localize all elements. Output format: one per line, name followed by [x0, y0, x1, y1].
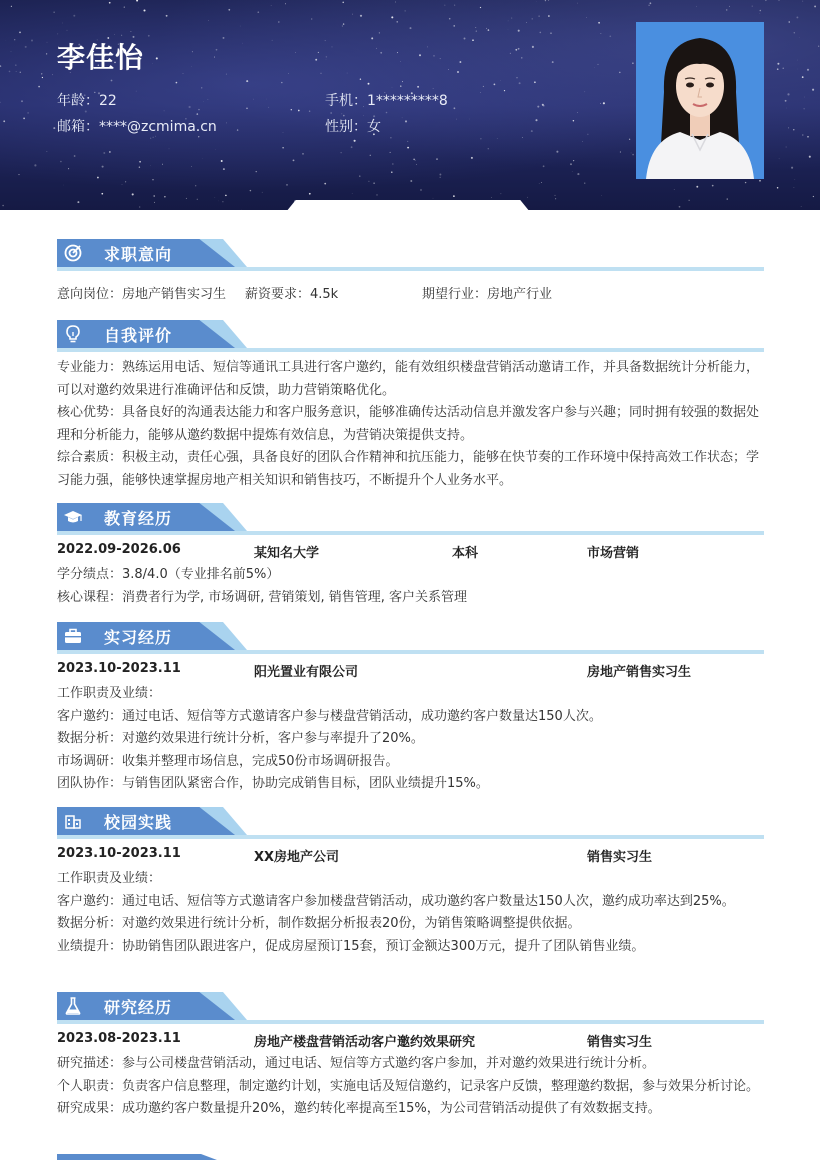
internship-period: 2023.10-2023.11: [57, 661, 181, 676]
section-header-internship: [57, 622, 764, 654]
major: 市场营销: [587, 546, 640, 561]
section-header-campus: [57, 807, 764, 839]
section-title: 实习经历: [104, 628, 173, 647]
section-title: 自我评价: [104, 326, 173, 345]
section-title: 校园实践: [104, 813, 173, 832]
lightbulb-icon: [63, 324, 83, 344]
company-name: 阳光置业有限公司: [254, 665, 359, 680]
internship-line: 客户邀约：通过电话、短信等方式邀请客户参与楼盘营销活动，成功邀约客户数量达150人次。: [57, 708, 602, 724]
flask-icon: [63, 996, 83, 1016]
self-eval-item: 专业能力：熟练运用电话、短信等通讯工具进行客户邀约，能有效组织楼盘营销活动邀请工作，并具备数据统计分析能力，可以对邀约效果进行准确评估和反馈，助力营销策略优化。: [57, 360, 760, 398]
section-divider: [57, 348, 764, 352]
intended-position: 意向岗位：房地产销售实习生: [57, 287, 227, 302]
section-header-research: [57, 992, 764, 1024]
research-line: 研究描述：参与公司楼盘营销活动，通过电话、短信等方式邀约客户参加，并对邀约效果进行统计分析。: [57, 1056, 656, 1071]
phone-field: 手机：1*********8: [325, 93, 448, 109]
internship-line: 数据分析：对邀约效果进行统计分析，客户参与率提升了20%。: [57, 731, 424, 746]
education-line: 核心课程：消费者行为学, 市场调研, 营销策划, 销售管理, 客户关系管理: [57, 589, 468, 605]
section-title: 研究经历: [104, 998, 173, 1017]
section-header-self-eval: [57, 320, 764, 352]
campus-details: [57, 868, 767, 958]
research-period: 2023.08-2023.11: [57, 1031, 181, 1046]
campus-period: 2023.10-2023.11: [57, 846, 181, 861]
graduation-cap-icon: [63, 507, 83, 527]
internship-line: 团队协作：与销售团队紧密合作，协助完成销售目标，团队业绩提升15%。: [57, 776, 489, 791]
campus-line: 客户邀约：通过电话、短信等方式邀请客户参加楼盘营销活动，成功邀约客户数量达150人次，邀约成功率达到25%。: [57, 893, 735, 909]
self-eval-item: 综合素质：积极主动，责任心强，具备良好的团队合作精神和抗压能力，能够在快节奏的工作环境中保持高效工作状态；学习能力强，能够快速掌握房地产相关知识和销售技巧，不断提升个人业务水平。: [57, 450, 760, 488]
email-field: 邮箱：****@zcmima.cn: [57, 119, 217, 135]
internship-line: 工作职责及业绩：: [57, 686, 162, 701]
campus-line: 工作职责及业绩：: [57, 871, 162, 886]
internship-details: [57, 683, 767, 796]
profile-photo: [636, 22, 764, 179]
section-header-job-intent: [57, 239, 764, 271]
target-icon: [63, 243, 83, 263]
section-divider: [57, 650, 764, 654]
section-title: 教育经历: [104, 509, 173, 528]
section-divider: [57, 835, 764, 839]
salary-expectation: 薪资要求：4.5k: [245, 287, 339, 302]
briefcase-icon: [63, 626, 83, 646]
internship-line: 市场调研：收集并整理市场信息，完成50份市场调研报告。: [57, 753, 399, 769]
section-tab-partial: [57, 1154, 217, 1160]
education-header-row: [57, 542, 764, 564]
section-header-education: [57, 503, 764, 535]
gender-field: 性别：女: [325, 119, 381, 135]
job-role: 销售实习生: [587, 1035, 653, 1050]
job-role: 销售实习生: [587, 850, 653, 865]
education-period: 2022.09-2026.06: [57, 542, 181, 557]
section-divider: [57, 531, 764, 535]
company-name: XX房地产公司: [254, 850, 340, 865]
degree: 本科: [452, 546, 479, 561]
research-line: 个人职责：负责客户信息整理，制定邀约计划，实施电话及短信邀约，记录客户反馈，整理邀约数据，参与效果分析讨论。: [57, 1078, 760, 1094]
research-line: 研究成果：成功邀约客户数量提升20%，邀约转化率提高至15%，为公司营销活动提供了有效数据支持。: [57, 1101, 661, 1116]
internship-header-row: [57, 661, 764, 683]
campus-line: 业绩提升：协助销售团队跟进客户，促成房屋预订15套，预订金额达300万元，提升了团队销售业绩。: [57, 938, 645, 954]
section-divider: [57, 1020, 764, 1024]
header-banner: [0, 0, 820, 210]
research-details: [57, 1053, 767, 1121]
section-divider: [57, 267, 764, 271]
project-name: 房地产楼盘营销活动客户邀约效果研究: [254, 1035, 476, 1050]
age-field: 年龄：22: [57, 93, 117, 109]
candidate-name: 李佳怡: [57, 41, 145, 74]
campus-line: 数据分析：对邀约效果进行统计分析，制作数据分析报表20份，为销售策略调整提供依据。: [57, 916, 581, 931]
education-details: [57, 564, 767, 609]
building-icon: [63, 811, 83, 831]
job-role: 房地产销售实习生: [587, 665, 692, 680]
expected-industry: 期望行业：房地产行业: [422, 287, 553, 302]
job-intent-row: [57, 283, 764, 305]
section-title: 求职意向: [104, 245, 173, 264]
research-header-row: [57, 1031, 764, 1053]
self-eval-content: [57, 357, 767, 492]
school-name: 某知名大学: [254, 546, 320, 561]
campus-header-row: [57, 846, 764, 868]
education-line: 学分绩点：3.8/4.0（专业排名前5%）: [57, 567, 280, 582]
header-notch: [286, 200, 530, 212]
self-eval-item: 核心优势：具备良好的沟通表达能力和客户服务意识，能够准确传达活动信息并激发客户参与兴趣；同时拥有较强的数据处理和分析能力，能够从邀约数据中提炼有效信息，为营销决策提供支持。: [57, 405, 760, 443]
